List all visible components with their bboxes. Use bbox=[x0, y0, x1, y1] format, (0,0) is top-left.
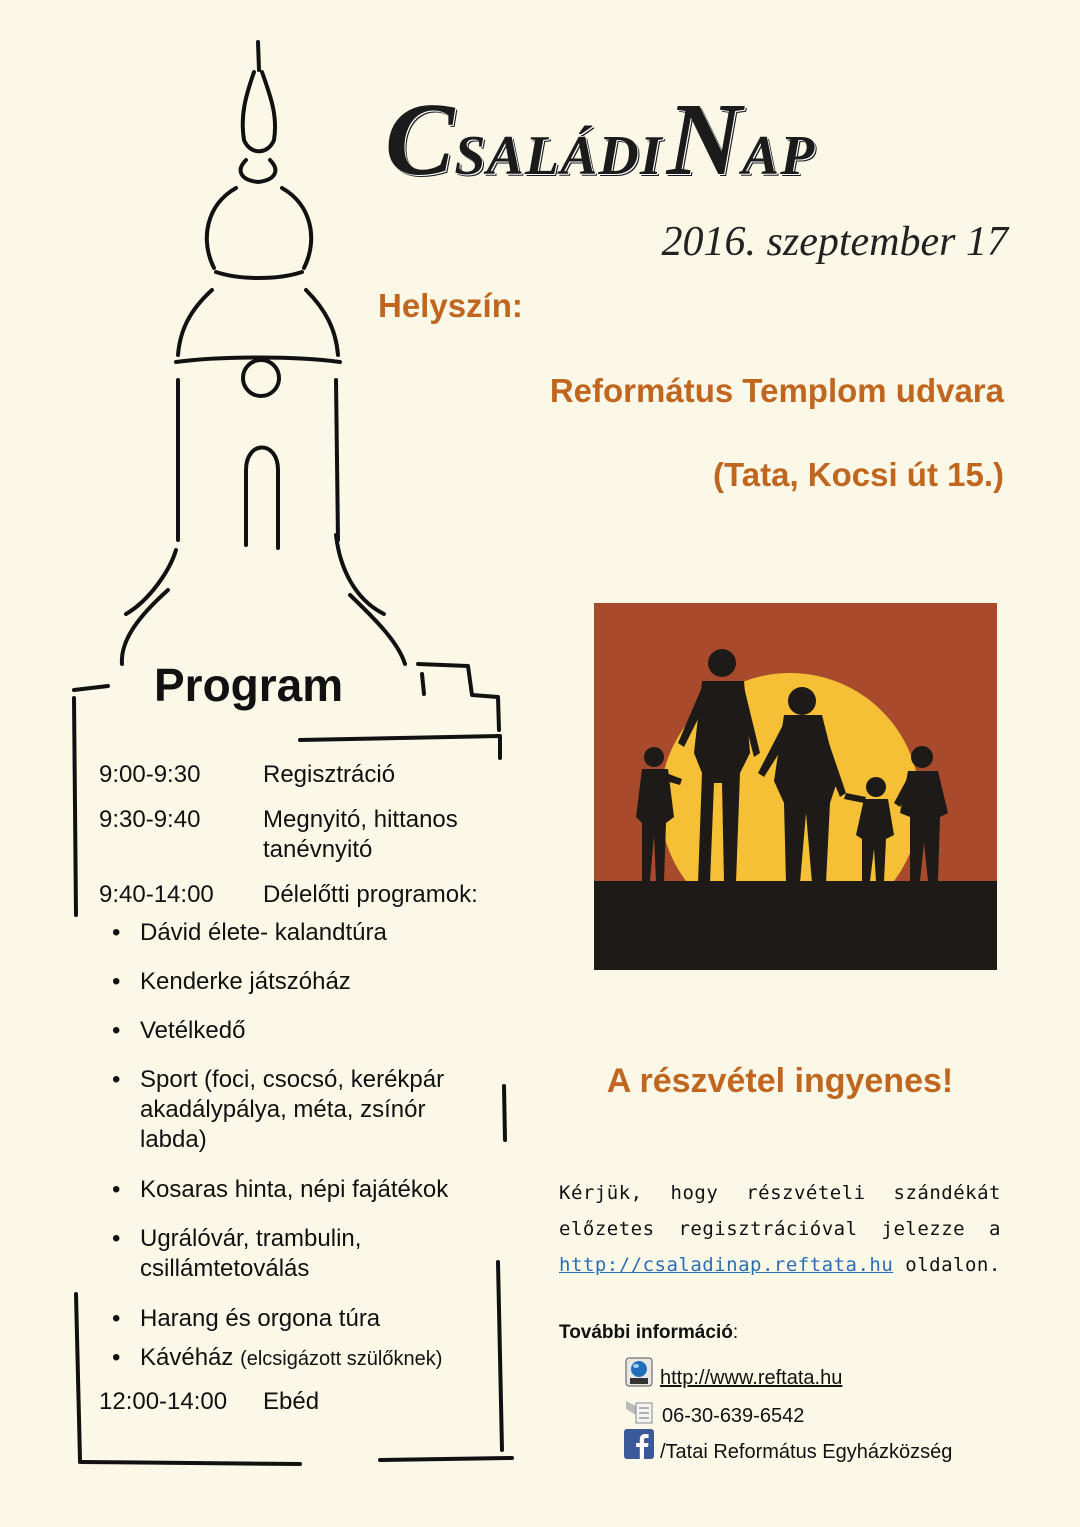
facebook-icon[interactable] bbox=[624, 1429, 654, 1459]
activity-text: Vetélkedő bbox=[140, 1017, 246, 1044]
schedule-desc: Regisztráció bbox=[263, 761, 396, 788]
location-heading: Helyszín: bbox=[378, 287, 523, 324]
schedule-row bbox=[99, 880, 519, 910]
activity-text: Kenderke játszóház bbox=[140, 968, 351, 995]
more-info-colon: : bbox=[732, 1322, 739, 1343]
contact-block bbox=[624, 1357, 1004, 1467]
registration-intro: Kérjük, hogy részvételi szándékát előzetes regisztrációval jelezze a bbox=[559, 1182, 1001, 1240]
activity-text: Harang és orgona túra bbox=[140, 1305, 381, 1332]
url-globe-icon bbox=[624, 1357, 654, 1387]
schedule-desc: Délelőtti programok: bbox=[263, 881, 478, 908]
event-date: 2016. szeptember 17 bbox=[661, 219, 1008, 265]
schedule-row bbox=[99, 760, 519, 790]
activity-text: Kávéház bbox=[140, 1344, 234, 1371]
location-line-2: (Tata, Kocsi út 15.) bbox=[713, 456, 1004, 493]
registration-outro: oldalon. bbox=[905, 1254, 1001, 1276]
schedule-time: 9:30-9:40 bbox=[99, 806, 201, 833]
phone-icon bbox=[624, 1395, 654, 1425]
schedule-desc: Megnyitó, hittanos tanévnyitó bbox=[263, 806, 458, 863]
schedule-desc: Ebéd bbox=[263, 1388, 320, 1415]
free-participation-notice: A részvétel ingyenes! bbox=[606, 1062, 954, 1100]
schedule-time: 12:00-14:00 bbox=[99, 1388, 228, 1415]
family-silhouette-image bbox=[594, 603, 997, 970]
facebook-page-name: /Tatai Református Egyházközség bbox=[660, 1441, 953, 1463]
registration-text bbox=[559, 1175, 1001, 1283]
title-initial-n: N bbox=[666, 82, 742, 197]
activity-text: Kosaras hinta, népi fajátékok bbox=[140, 1176, 449, 1203]
more-info-heading bbox=[559, 1322, 738, 1344]
schedule-time: 9:00-9:30 bbox=[99, 761, 201, 788]
schedule-row bbox=[99, 805, 519, 865]
more-info-label: További információ bbox=[559, 1322, 733, 1343]
activity-text: Ugrálóvár, trambulin, csillámtetoválás bbox=[140, 1225, 362, 1282]
schedule-time: 9:40-14:00 bbox=[99, 881, 214, 908]
title-initial-c: C bbox=[385, 82, 455, 197]
activity-text: Sport (foci, csocsó, kerékpár akadálypálya, méta, zsínór labda) bbox=[140, 1066, 445, 1153]
location-line-1: Református Templom udvara bbox=[549, 372, 1004, 409]
event-title bbox=[385, 80, 945, 200]
website-link[interactable]: http://www.reftata.hu bbox=[660, 1367, 843, 1389]
program-heading: Program bbox=[154, 659, 344, 711]
title-rest-2: AP bbox=[741, 125, 816, 187]
title-rest-1: SALÁDI bbox=[454, 125, 663, 187]
phone-number: 06-30-639-6542 bbox=[662, 1405, 805, 1427]
activity-text: Dávid élete- kalandtúra bbox=[140, 919, 387, 946]
activity-note: (elcsigázott szülőknek) bbox=[240, 1348, 443, 1370]
registration-link[interactable]: http://csaladinap.reftata.hu bbox=[559, 1254, 894, 1276]
schedule-row bbox=[99, 1387, 519, 1417]
